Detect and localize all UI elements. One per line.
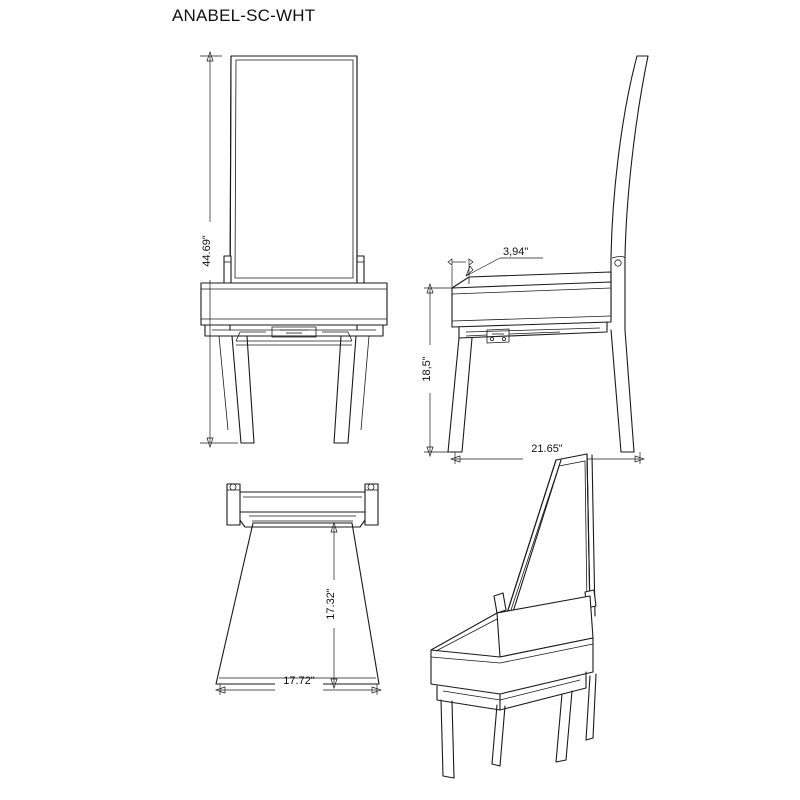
page-title: ANABEL-SC-WHT (172, 6, 316, 25)
perspective-view (431, 454, 596, 778)
dimension-label-overall-depth: 21.65" (531, 443, 563, 455)
top-view (216, 484, 381, 697)
dimension-label-overall-height: 44.69" (201, 235, 213, 267)
dimension-seat-height (419, 284, 452, 456)
side-view (419, 56, 648, 466)
dimension-label-overall-width: 17.72" (283, 675, 315, 687)
front-view (199, 52, 387, 447)
dimension-label-seat-depth: 17.32" (325, 588, 337, 620)
dimension-label-seat-height: 18,5" (421, 356, 433, 382)
dimension-overall-depth (451, 443, 644, 466)
dimension-label-seat-depth-offset: 3,94" (503, 246, 529, 258)
